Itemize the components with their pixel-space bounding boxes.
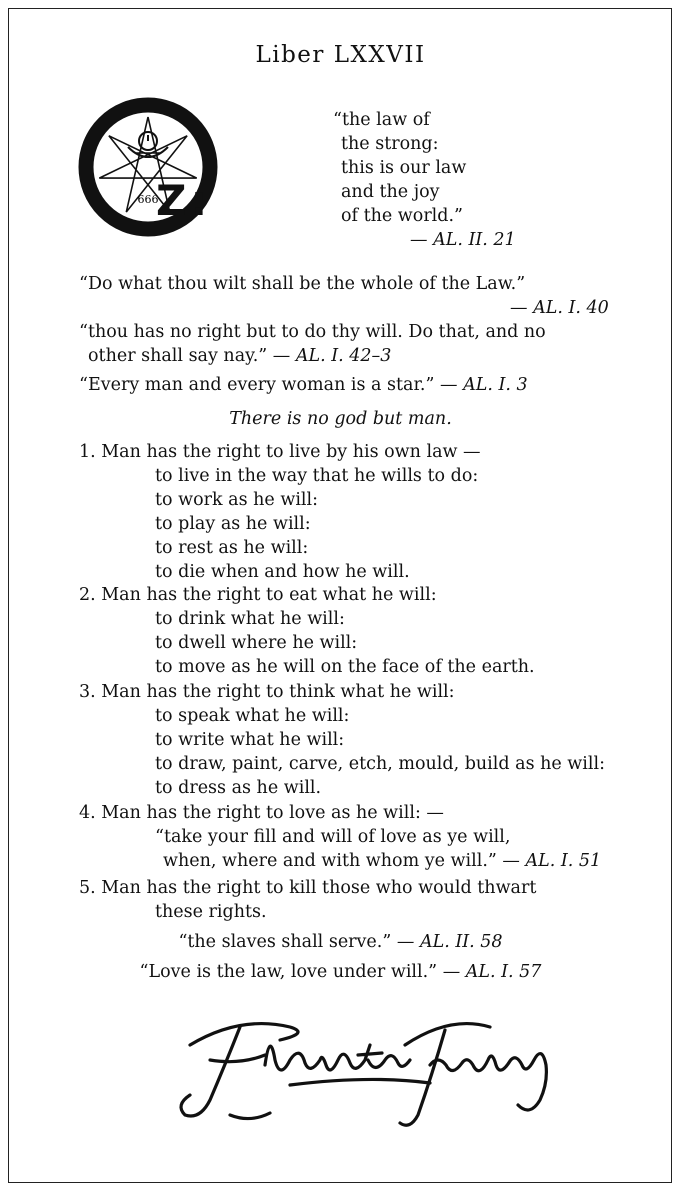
- right-4: 4. Man has the right to love as he will: —: [79, 803, 444, 823]
- epigraph-line: “the law of: [333, 110, 430, 130]
- right-3: 3. Man has the right to think what he will:: [79, 682, 455, 702]
- quote-whole-law: “Do what thou wilt shall be the whole of the Law.”: [79, 274, 526, 294]
- right-5: 5. Man has the right to kill those who would thwart: [79, 878, 537, 898]
- right-line: to play as he will:: [155, 514, 311, 534]
- right-1: 1. Man has the right to live by his own law —: [79, 442, 481, 462]
- quote-ref: — AL. I. 57: [442, 962, 542, 982]
- right-line: to move as he will on the face of the earth.: [155, 657, 535, 677]
- epigraph-line: and the joy: [341, 182, 440, 202]
- motto: There is no god but man.: [229, 409, 452, 429]
- right-line: “take your fill and will of love as ye will,: [155, 827, 511, 847]
- right-line: to rest as he will:: [155, 538, 309, 558]
- epigraph-line: this is our law: [341, 158, 467, 178]
- closing-slaves: “the slaves shall serve.” — AL. II. 58: [178, 932, 503, 952]
- right-line: to write what he will:: [155, 730, 345, 750]
- quote-star: “Every man and every woman is a star.” — AL. I. 3: [79, 375, 528, 395]
- epigraph-line: of the world.”: [341, 206, 463, 226]
- quote-ref: — AL. II. 58: [396, 932, 503, 952]
- signature-icon: [170, 1005, 570, 1135]
- quote-ref: — AL. I. 40: [510, 298, 609, 318]
- right-line: to dwell where he will:: [155, 633, 358, 653]
- quote-no-right-cont: other shall say nay.” — AL. I. 42–3: [88, 346, 392, 366]
- quote-ref: — AL. I. 3: [440, 375, 528, 395]
- right-2: 2. Man has the right to eat what he will:: [79, 585, 437, 605]
- epigraph-ref: — AL. II. 21: [410, 230, 516, 250]
- right-line: to draw, paint, carve, etch, mould, build as he will:: [155, 754, 605, 774]
- right-line: to work as he will:: [155, 490, 319, 510]
- right-line: to dress as he will.: [155, 778, 322, 798]
- closing-love: “Love is the law, love under will.” — AL. I. 57: [139, 962, 542, 982]
- right-line: to live in the way that he wills to do:: [155, 466, 479, 486]
- quote-ref: — AL. I. 51: [502, 851, 602, 871]
- emblem-numeral: 666: [137, 193, 159, 206]
- right-line: to die when and how he will.: [155, 562, 410, 582]
- emblem-letters: Z:: [156, 176, 212, 225]
- right-line: when, where and with whom ye will.” — AL. I. 51: [163, 851, 602, 871]
- epigraph-line: the strong:: [341, 134, 439, 154]
- quote-no-right: “thou has no right but to do thy will. Do that, and no: [79, 322, 546, 342]
- page-title: Liber LXXVII: [255, 42, 426, 68]
- quote-ref: — AL. I. 42–3: [272, 346, 392, 366]
- right-line: these rights.: [155, 902, 267, 922]
- right-line: to drink what he will:: [155, 609, 345, 629]
- right-line: to speak what he will:: [155, 706, 350, 726]
